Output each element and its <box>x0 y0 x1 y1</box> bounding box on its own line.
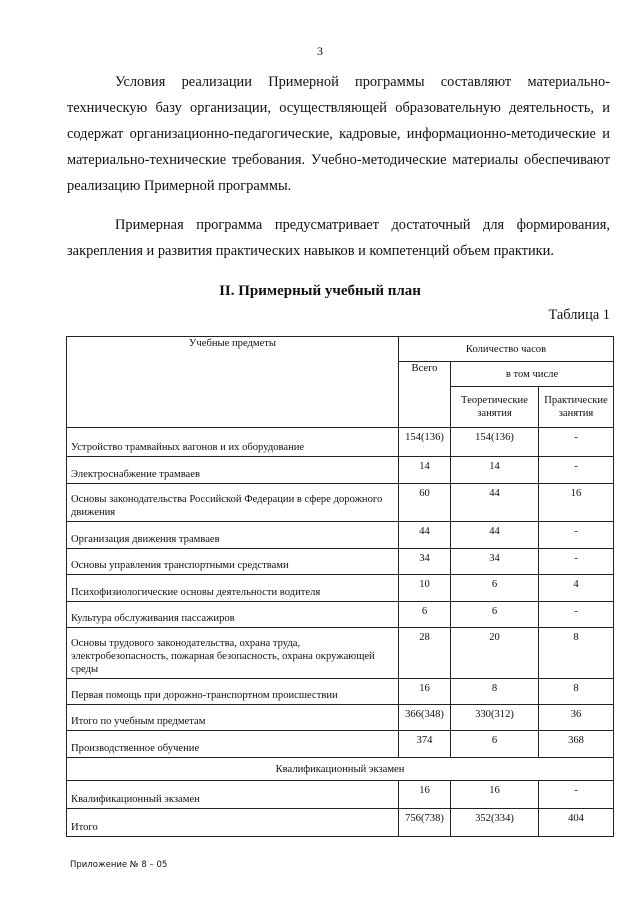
cell-subject: Основы трудового законодательства, охрана труда, электробезопасность, пожарная безопасность, охрана окружающей среды <box>67 628 399 679</box>
cell-subject: Производственное обучение <box>67 731 399 758</box>
table-row <box>67 428 614 457</box>
header-practice: Практические занятия <box>539 387 614 428</box>
paragraph-practice-text: Примерная программа предусматривает достаточный для формирования, закрепления и развития практических навыков и компетенций объем практики. <box>67 217 610 259</box>
table-row <box>67 781 614 809</box>
header-theory: Теоретические занятия <box>451 387 539 428</box>
cell-theory: 6 <box>451 602 539 628</box>
table-row <box>67 602 614 628</box>
cell-theory: 154(136) <box>451 428 539 457</box>
cell-theory: 330(312) <box>451 705 539 731</box>
header-subjects: Учебные предметы <box>67 337 399 428</box>
cell-total: 34 <box>399 549 451 575</box>
table-row <box>67 679 614 705</box>
cell-theory: 6 <box>451 731 539 758</box>
cell-theory: 8 <box>451 679 539 705</box>
paragraph-practice <box>67 212 610 264</box>
cell-practice: 16 <box>539 484 614 522</box>
cell-total: 16 <box>399 781 451 809</box>
cell-theory: 16 <box>451 781 539 809</box>
table-row <box>67 457 614 484</box>
header-hours: Количество часов <box>399 337 614 362</box>
cell-theory: 20 <box>451 628 539 679</box>
cell-total: 60 <box>399 484 451 522</box>
cell-total: 16 <box>399 679 451 705</box>
table-row <box>67 484 614 522</box>
cell-subject: Итого <box>67 809 399 837</box>
table-row <box>67 705 614 731</box>
table-row <box>67 731 614 758</box>
page-number: 3 <box>317 44 323 58</box>
cell-practice: - <box>539 428 614 457</box>
table-section-row <box>67 758 614 781</box>
cell-total: 10 <box>399 575 451 602</box>
cell-theory: 44 <box>451 484 539 522</box>
cell-subject: Основы законодательства Российской Федерации в сфере дорожного движения <box>67 484 399 522</box>
cell-theory: 6 <box>451 575 539 602</box>
cell-total: 154(136) <box>399 428 451 457</box>
cell-practice: - <box>539 549 614 575</box>
cell-practice: - <box>539 457 614 484</box>
cell-practice: 8 <box>539 628 614 679</box>
header-total: Всего <box>399 362 451 428</box>
cell-total: 366(348) <box>399 705 451 731</box>
cell-practice: - <box>539 781 614 809</box>
cell-subject: Основы управления транспортными средствами <box>67 549 399 575</box>
footer-appendix: Приложение № 8 – 05 <box>70 860 168 870</box>
cell-subject: Итого по учебным предметам <box>67 705 399 731</box>
cell-total: 6 <box>399 602 451 628</box>
table-row-total <box>67 809 614 837</box>
cell-practice: - <box>539 522 614 549</box>
cell-theory: 14 <box>451 457 539 484</box>
section-row-label: Квалификационный экзамен <box>67 758 614 781</box>
cell-subject: Квалификационный экзамен <box>67 781 399 809</box>
cell-total: 28 <box>399 628 451 679</box>
table-row <box>67 575 614 602</box>
curriculum-table <box>66 336 614 837</box>
paragraph-conditions <box>67 69 610 199</box>
header-including: в том числе <box>451 362 614 387</box>
cell-theory: 352(334) <box>451 809 539 837</box>
cell-theory: 34 <box>451 549 539 575</box>
cell-subject: Первая помощь при дорожно-транспортном происшествии <box>67 679 399 705</box>
cell-subject: Устройство трамвайных вагонов и их оборудование <box>67 428 399 457</box>
cell-total: 14 <box>399 457 451 484</box>
table-row <box>67 549 614 575</box>
cell-total: 44 <box>399 522 451 549</box>
cell-subject: Организация движения трамваев <box>67 522 399 549</box>
cell-total: 756(738) <box>399 809 451 837</box>
section-heading: II. Примерный учебный план <box>219 283 421 299</box>
cell-theory: 44 <box>451 522 539 549</box>
cell-practice: - <box>539 602 614 628</box>
cell-practice: 368 <box>539 731 614 758</box>
cell-practice: 36 <box>539 705 614 731</box>
cell-practice: 4 <box>539 575 614 602</box>
cell-total: 374 <box>399 731 451 758</box>
cell-practice: 404 <box>539 809 614 837</box>
cell-subject: Культура обслуживания пассажиров <box>67 602 399 628</box>
table-row <box>67 628 614 679</box>
table-row <box>67 522 614 549</box>
cell-subject: Электроснабжение трамваев <box>67 457 399 484</box>
table-label: Таблица 1 <box>548 307 610 323</box>
cell-practice: 8 <box>539 679 614 705</box>
paragraph-conditions-text: Условия реализации Примерной программы составляют материально-техническую базу организации, осуществляющей образовательную деятельность, и содержат организационно-педагогические, кадровые, информационно-методические и материально-технические требования. Учебно-методические материалы обеспечивают реализацию Примерной программы. <box>67 74 610 194</box>
cell-subject: Психофизиологические основы деятельности водителя <box>67 575 399 602</box>
